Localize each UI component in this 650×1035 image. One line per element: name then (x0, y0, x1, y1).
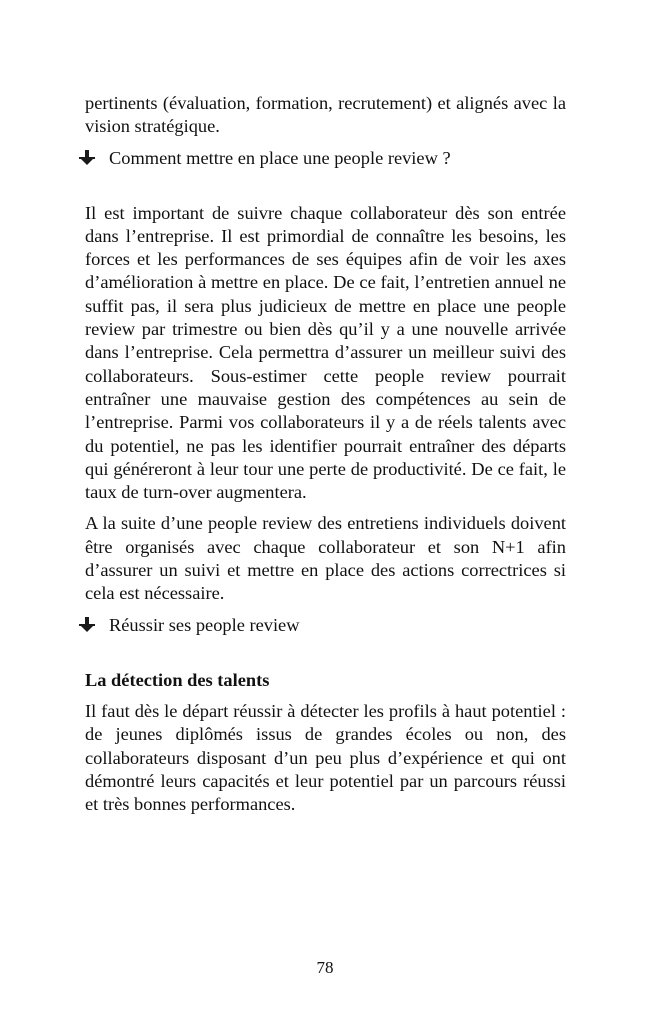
page-number: 78 (316, 958, 334, 977)
down-arrow-bullet-icon (78, 617, 96, 633)
intro-paragraph: pertinents (évaluation, formation, recrutement) et alignés avec la vision stratégique. (85, 93, 566, 137)
page-body (85, 92, 566, 816)
bullet-item (85, 614, 566, 637)
bullet-text: Comment mettre en place une people review ? (109, 147, 451, 168)
body-paragraph: Il est important de suivre chaque collaborateur dès son entrée dans l’entreprise. Il est primordial de connaître les besoins, les forces et les performances de ses équipes afin de voir les axes d’amélioration à mettre en place. De ce fait, l’entretien annuel ne suffit pas, il sera plus judicieux de mettre en place une people review par trimestre ou bien dès qu’il y a une nouvelle arrivée dans l’entreprise. Cela permettra d’assurer un meilleur suivi des collaborateurs. Sous-estimer cette people review pourrait entraîner une mauvaise gestion des compétences au sein de l’entreprise. Parmi vos collaborateurs il y a de réels talents avec du potentiel, ne pas les identifier pourrait entraîner des départs qui généreront à leur tour une perte de productivité. De ce fait, le taux de turn-over augmentera. (85, 202, 566, 503)
bullet-text: Réussir ses people review (109, 614, 300, 635)
body-paragraph: Il faut dès le départ réussir à détecter les profils à haut potentiel : de jeunes diplômés issus de grandes écoles ou non, des collaborateurs disposant d’un peu plus d’expérience et qui ont démontré leurs capacités et leur potentiel par un parcours réussi et très bonnes performances. (85, 700, 566, 815)
down-arrow-bullet-icon (78, 150, 96, 166)
section-heading: La détection des talents (85, 669, 270, 690)
bullet-item (85, 147, 566, 170)
body-paragraph: A la suite d’une people review des entretiens individuels doivent être organisés avec chaque collaborateur et son N+1 afin d’assurer un suivi et mettre en place des actions correctrices si cela est nécessaire. (85, 513, 566, 604)
